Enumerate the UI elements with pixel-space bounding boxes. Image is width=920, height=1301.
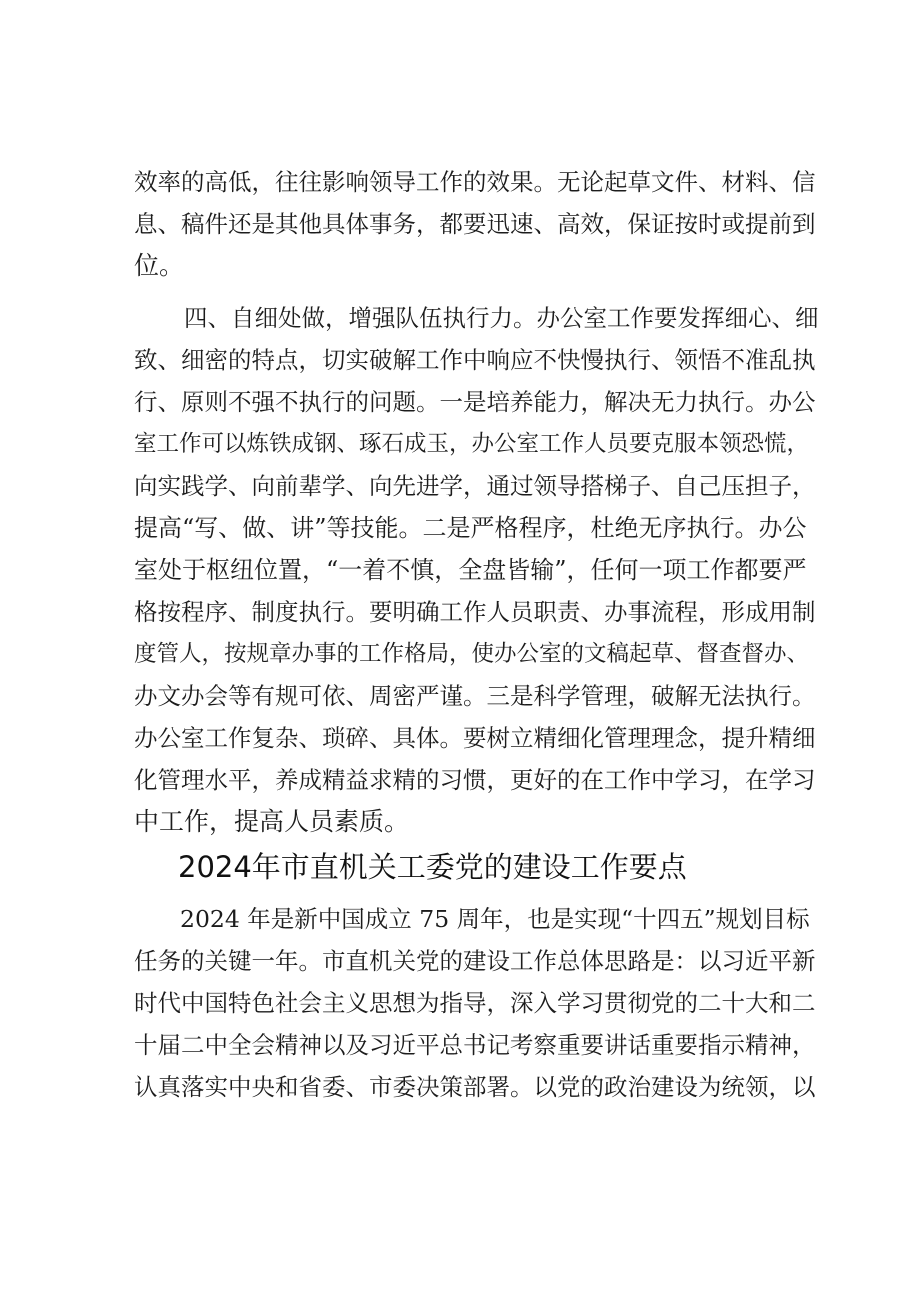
text-line: 位。 (134, 251, 185, 280)
text-line: 时代中国特色社会主义思想为指导，深入学习贯彻党的二十大和二 (134, 989, 816, 1017)
text-line: 认真落实中央和省委、市委决策部署。以党的政治建设为统领，以 (134, 1073, 816, 1101)
text-line: 办公室工作复杂、琐碎、具体。要树立精细化管理理念，提升精细 (134, 724, 816, 752)
text-line: 向实践学、向前辈学、向先进学，通过领导搭梯子、自己压担子， (134, 472, 816, 500)
text-line: 中工作，提高人员素质。 (134, 807, 410, 836)
text-line: 效率的高低，往往影响领导工作的效果。无论起草文件、材料、信 (134, 168, 816, 196)
text-line: 四、自细处做，增强队伍执行力。办公室工作要发挥细心、细 (184, 304, 819, 332)
text-line: 度管人，按规章办事的工作格局，使办公室的文稿起草、督查督办、 (134, 641, 810, 667)
text-line: 办文办会等有规可依、周密严谨。三是科学管理，破解无法执行。 (134, 682, 816, 710)
text-line: 室工作可以炼铁成钢、琢石成玉，办公室工作人员要克服本领恐慌， (134, 431, 810, 457)
text-line: 致、细密的特点，切实破解工作中响应不快慢执行、领悟不准乱执 (134, 346, 816, 374)
text-line: 格按程序、制度执行。要明确工作人员职责、办事流程，形成用制 (134, 598, 816, 626)
text-line: 行、原则不强不执行的问题。一是培养能力，解决无力执行。办公 (134, 388, 816, 416)
text-line: 息、稿件还是其他具体事务，都要迅速、高效，保证按时或提前到 (134, 210, 816, 238)
text-line: 2024 年是新中国成立 75 周年，也是实现“十四五”规划目标 (180, 905, 810, 933)
text-line: 十届二中全会精神以及习近平总书记考察重要讲话重要指示精神， (134, 1031, 816, 1059)
text-line: 任务的关键一年。市直机关党的建设工作总体思路是：以习近平新 (134, 947, 816, 975)
text-line: 室处于枢纽位置，“一着不慎，全盘皆输”，任何一项工作都要严 (134, 556, 807, 584)
text-line: 提高“写、做、讲”等技能。二是严格程序，杜绝无序执行。办公 (134, 514, 807, 542)
section-heading: 2024年市直机关工委党的建设工作要点 (178, 850, 687, 884)
text-line: 化管理水平，养成精益求精的习惯，更好的在工作中学习，在学习 (134, 766, 816, 794)
